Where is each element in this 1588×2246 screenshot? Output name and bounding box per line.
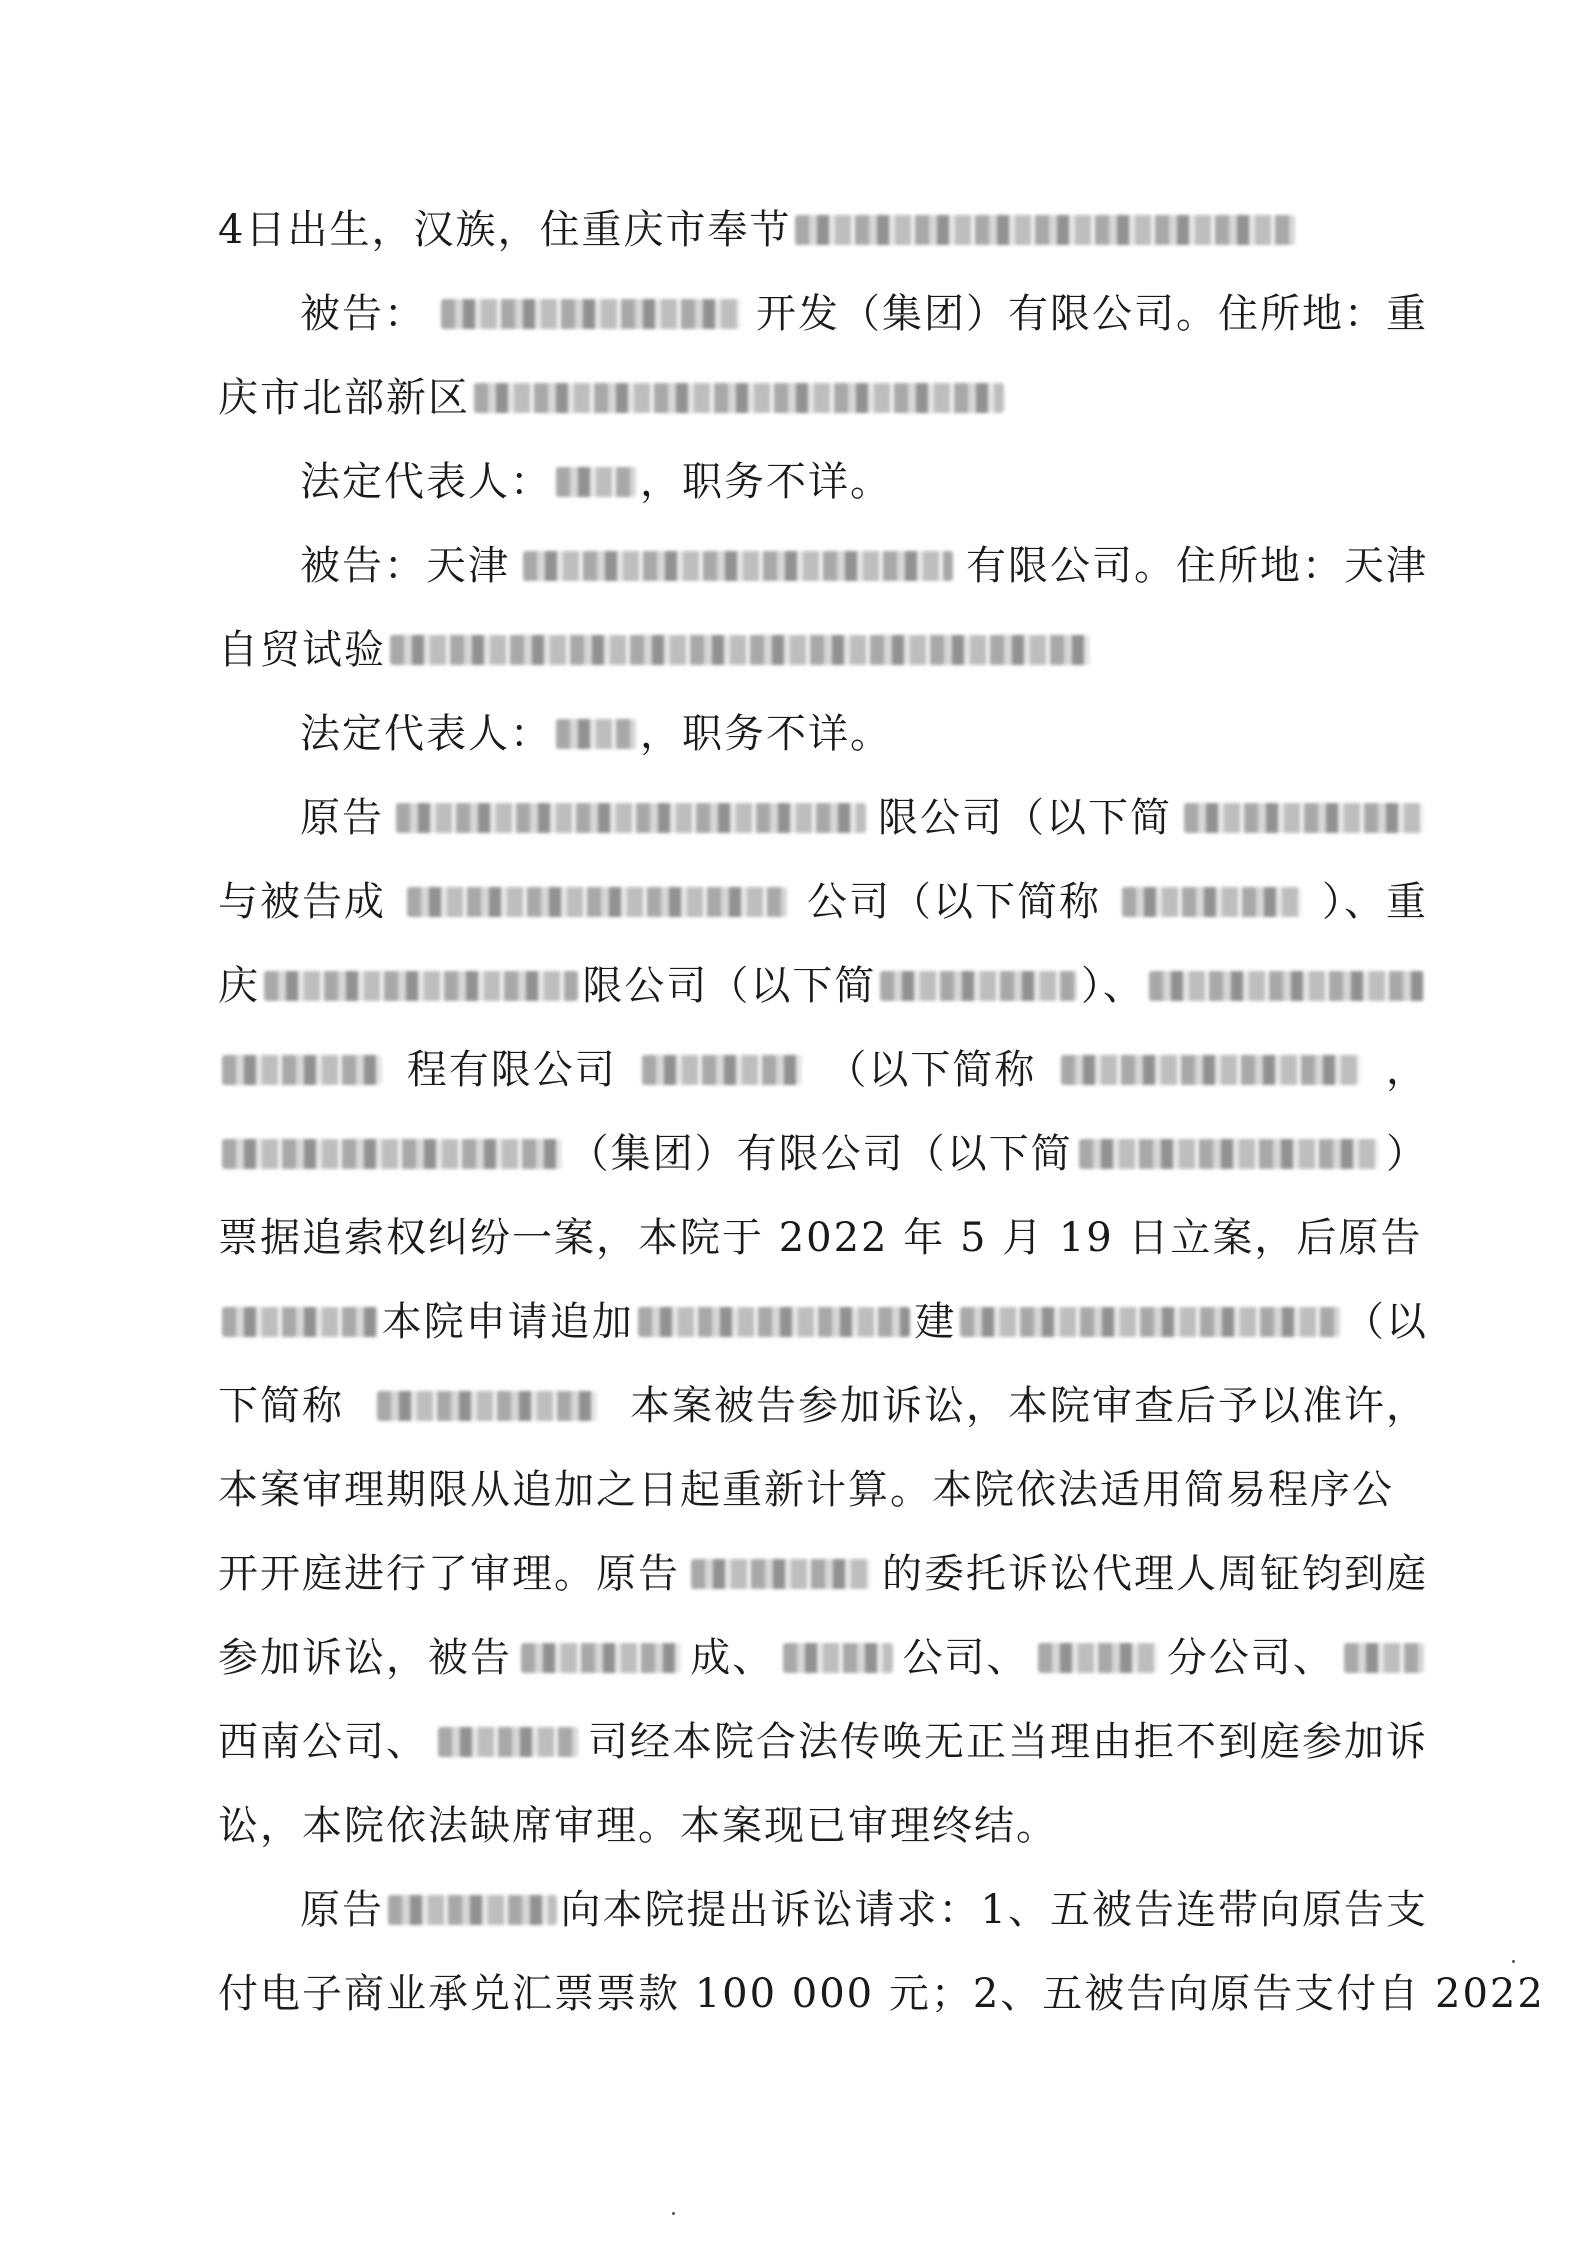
redacted-text: [638, 1307, 911, 1337]
text-segment: 庆: [218, 963, 260, 1009]
redacted-text: [388, 1895, 557, 1925]
text-segment: 开开庭进行了审理。原告: [218, 1551, 680, 1597]
text-segment: 向本院提出诉讼请求：1、五被告连带向原告支: [560, 1887, 1428, 1933]
text-line-7: [300, 702, 1428, 766]
redacted-text: [1344, 1643, 1424, 1673]
redacted-text: [880, 971, 1077, 1001]
text-segment: 的委托诉讼代理人周钲钧到庭: [882, 1551, 1428, 1597]
text-segment: 被告：天津: [300, 543, 510, 589]
text-line-9: [218, 870, 1428, 934]
redacted-text: [390, 635, 1090, 665]
text-line-18: [218, 1626, 1428, 1690]
text-line-13: [218, 1206, 1428, 1270]
text-line-21: [300, 1878, 1428, 1942]
text-segment: 讼，本院依法缺席审理。本案现已审理终结。: [218, 1803, 1058, 1849]
text-segment: 程有限公司: [406, 1047, 617, 1093]
text-segment: ）、重: [1322, 879, 1428, 925]
redacted-text: [556, 467, 636, 497]
text-line-8: [300, 786, 1428, 850]
redacted-text: [222, 1055, 382, 1085]
text-segment: 与被告成: [218, 879, 386, 925]
redacted-text: [795, 215, 1295, 245]
text-segment: 庆市北部新区: [218, 375, 470, 421]
redacted-text: [783, 1643, 893, 1673]
text-line-2: [300, 282, 1428, 346]
text-line-4: [300, 450, 1428, 514]
text-segment: ）: [1385, 1131, 1428, 1177]
text-segment: 本院申请追加: [381, 1299, 634, 1345]
redacted-text: [222, 1307, 378, 1337]
text-line-3: [218, 366, 1428, 430]
redacted-text: [1061, 1055, 1361, 1085]
redacted-text: [441, 299, 741, 329]
text-line-6: [218, 618, 1428, 682]
redacted-text: [474, 383, 1004, 413]
redacted-text: [396, 803, 866, 833]
scan-speck: [1512, 1960, 1515, 1963]
text-segment: 本案被告参加诉讼，本院审查后予以准许，: [630, 1383, 1428, 1429]
text-segment: （集团）有限公司（以下简: [568, 1131, 1073, 1177]
redacted-text: [377, 1391, 597, 1421]
text-line-19: [218, 1710, 1428, 1774]
text-segment: ）、: [1080, 963, 1145, 1009]
redacted-text: [523, 551, 953, 581]
text-segment: 被告：: [300, 291, 426, 337]
redacted-text: [222, 1139, 562, 1169]
text-segment: 限公司（以下简: [878, 795, 1172, 841]
redacted-text: [1122, 887, 1302, 917]
text-line-22: [218, 1962, 1545, 2026]
text-segment: 法定代表人：: [300, 711, 552, 757]
text-segment: ，职务不详。: [640, 711, 892, 757]
text-line-20: [218, 1794, 1428, 1858]
redacted-text: [264, 971, 578, 1001]
text-segment: 原告: [300, 1887, 384, 1933]
text-segment: 司经本院合法传唤无正当理由拒不到庭参加诉: [588, 1719, 1428, 1765]
text-segment: 参加诉讼，被告: [218, 1635, 512, 1681]
text-line-12: [218, 1122, 1428, 1186]
text-segment: ，职务不详。: [640, 459, 892, 505]
text-segment: 西南公司、: [218, 1719, 428, 1765]
text-line-14: [218, 1290, 1428, 1354]
redacted-text: [1038, 1643, 1158, 1673]
text-line-5: [300, 534, 1428, 598]
text-segment: 原告: [300, 795, 384, 841]
text-line-1: [218, 198, 1428, 262]
text-segment: 4日出生，汉族，住重庆市奉节: [218, 207, 792, 253]
redacted-text: [438, 1727, 578, 1757]
text-segment: 本案审理期限从追加之日起重新计算。本院依法适用简易程序公: [218, 1467, 1394, 1513]
text-line-10: [218, 954, 1428, 1018]
text-line-17: [218, 1542, 1428, 1606]
text-segment: 开发（集团）有限公司。住所地：重: [756, 291, 1428, 337]
text-segment: 法定代表人：: [300, 459, 552, 505]
text-segment: 成、: [690, 1635, 775, 1681]
text-line-15: [218, 1374, 1428, 1438]
text-segment: 建: [914, 1299, 957, 1345]
text-segment: 有限公司。住所地：天津: [966, 543, 1428, 589]
redacted-text: [521, 1643, 681, 1673]
text-segment: 公司、: [902, 1635, 1029, 1681]
redacted-text: [1149, 971, 1424, 1001]
redacted-text: [642, 1055, 802, 1085]
redacted-text: [556, 719, 636, 749]
text-segment: 下简称: [218, 1383, 344, 1429]
text-segment: 付电子商业承兑汇票票款 100 000 元；2、五被告向原告支付自 2022: [218, 1971, 1545, 2017]
redacted-text: [960, 1307, 1340, 1337]
redacted-text: [691, 1559, 871, 1589]
redacted-text: [1184, 803, 1424, 833]
text-line-11: [218, 1038, 1428, 1102]
text-segment: 限公司（以下简: [582, 963, 877, 1009]
text-segment: 分公司、: [1166, 1635, 1335, 1681]
redacted-text: [407, 887, 787, 917]
scan-speck: [672, 2212, 675, 2215]
text-segment: （以下简称: [826, 1047, 1037, 1093]
text-segment: 自贸试验: [218, 627, 386, 673]
text-line-16: [218, 1458, 1428, 1522]
text-segment: 公司（以下简称: [807, 879, 1101, 925]
redacted-text: [1079, 1139, 1379, 1169]
text-segment: 票据追索权纠纷一案，本院于 2022 年 5 月 19 日立案，后原告: [218, 1215, 1423, 1261]
text-segment: （以: [1344, 1299, 1428, 1345]
text-segment: ，: [1385, 1047, 1428, 1093]
